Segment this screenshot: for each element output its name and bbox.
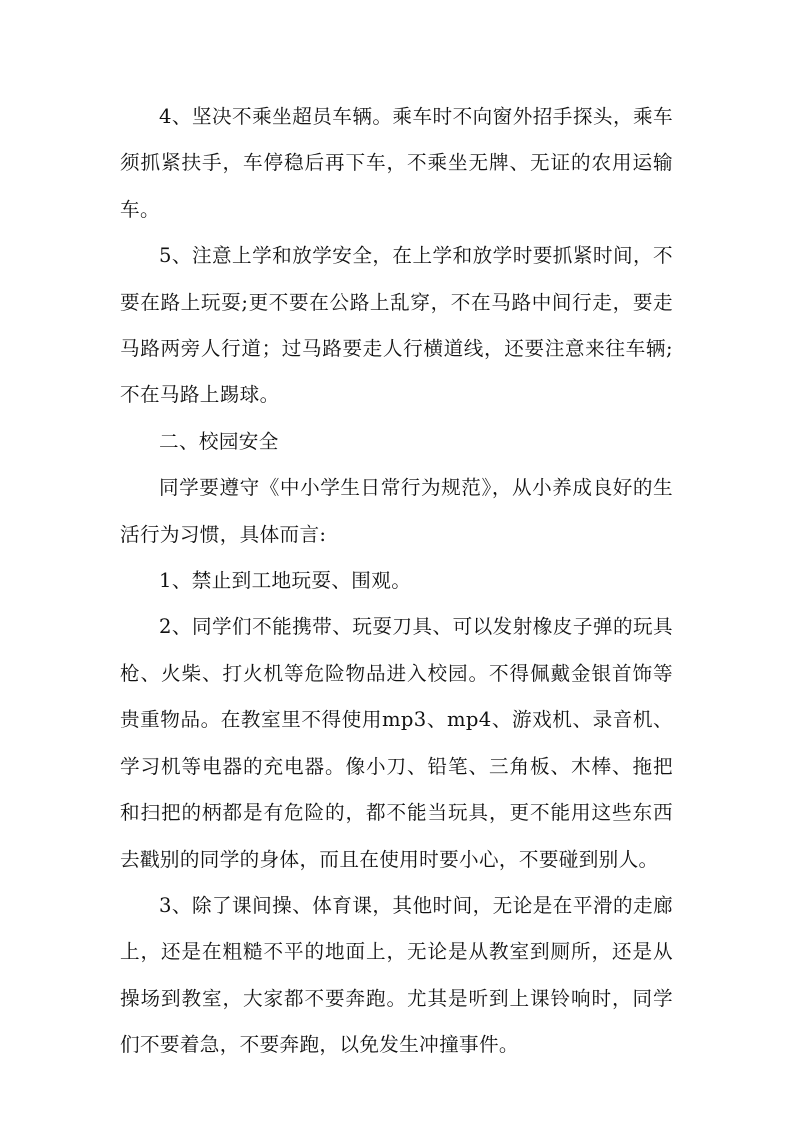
document-body xyxy=(120,94,673,1069)
paragraph-item-3-no-running: 3、除了课间操、体育课，其他时间，无论是在平滑的走廊上，还是在粗糙不平的地面上，无论是从教室到厕所，还是从操场到教室，大家都不要奔跑。尤其是听到上课铃响时，同学们不要着急，不要奔跑，以免发生冲撞事件。 xyxy=(120,893,673,1057)
paragraph-code-of-conduct: 同学要遵守《中小学生日常行为规范》，从小养成良好的生活行为习惯，具体而言: xyxy=(120,476,673,546)
paragraph-item-4-boarding: 4、坚决不乘坐超员车辆。乘车时不向窗外招手探头，乘车须抓紧扶手，车停稳后再下车，不乘坐无牌、无证的农用运输车。 xyxy=(120,105,673,221)
paragraph-item-5-commute: 5、注意上学和放学安全，在上学和放学时要抓紧时间，不要在路上玩耍;更不要在公路上乱穿，不在马路中间行走，要走马路两旁人行道；过马路要走人行横道线，还要注意来往车辆;不在马路上踢球。 xyxy=(120,244,673,407)
paragraph-item-2-dangerous-items: 2、同学们不能携带、玩耍刀具、可以发射橡皮子弹的玩具枪、火柴、打火机等危险物品进入校园。不得佩戴金银首饰等贵重物品。在教室里不得使用mp3、mp4、游戏机、录音机、学习机等电器的充电器。像小刀、铅笔、三角板、木棒、拖把和扫把的柄都是有危险的，都不能当玩具，更不能用这些东西去戳别的同学的身体，而且在使用时要小心，不要碰到别人。 xyxy=(120,615,673,871)
paragraph-item-1-construction: 1、禁止到工地玩耍、围观。 xyxy=(159,569,412,593)
section-heading-campus-safety: 二、校园安全 xyxy=(159,429,279,453)
